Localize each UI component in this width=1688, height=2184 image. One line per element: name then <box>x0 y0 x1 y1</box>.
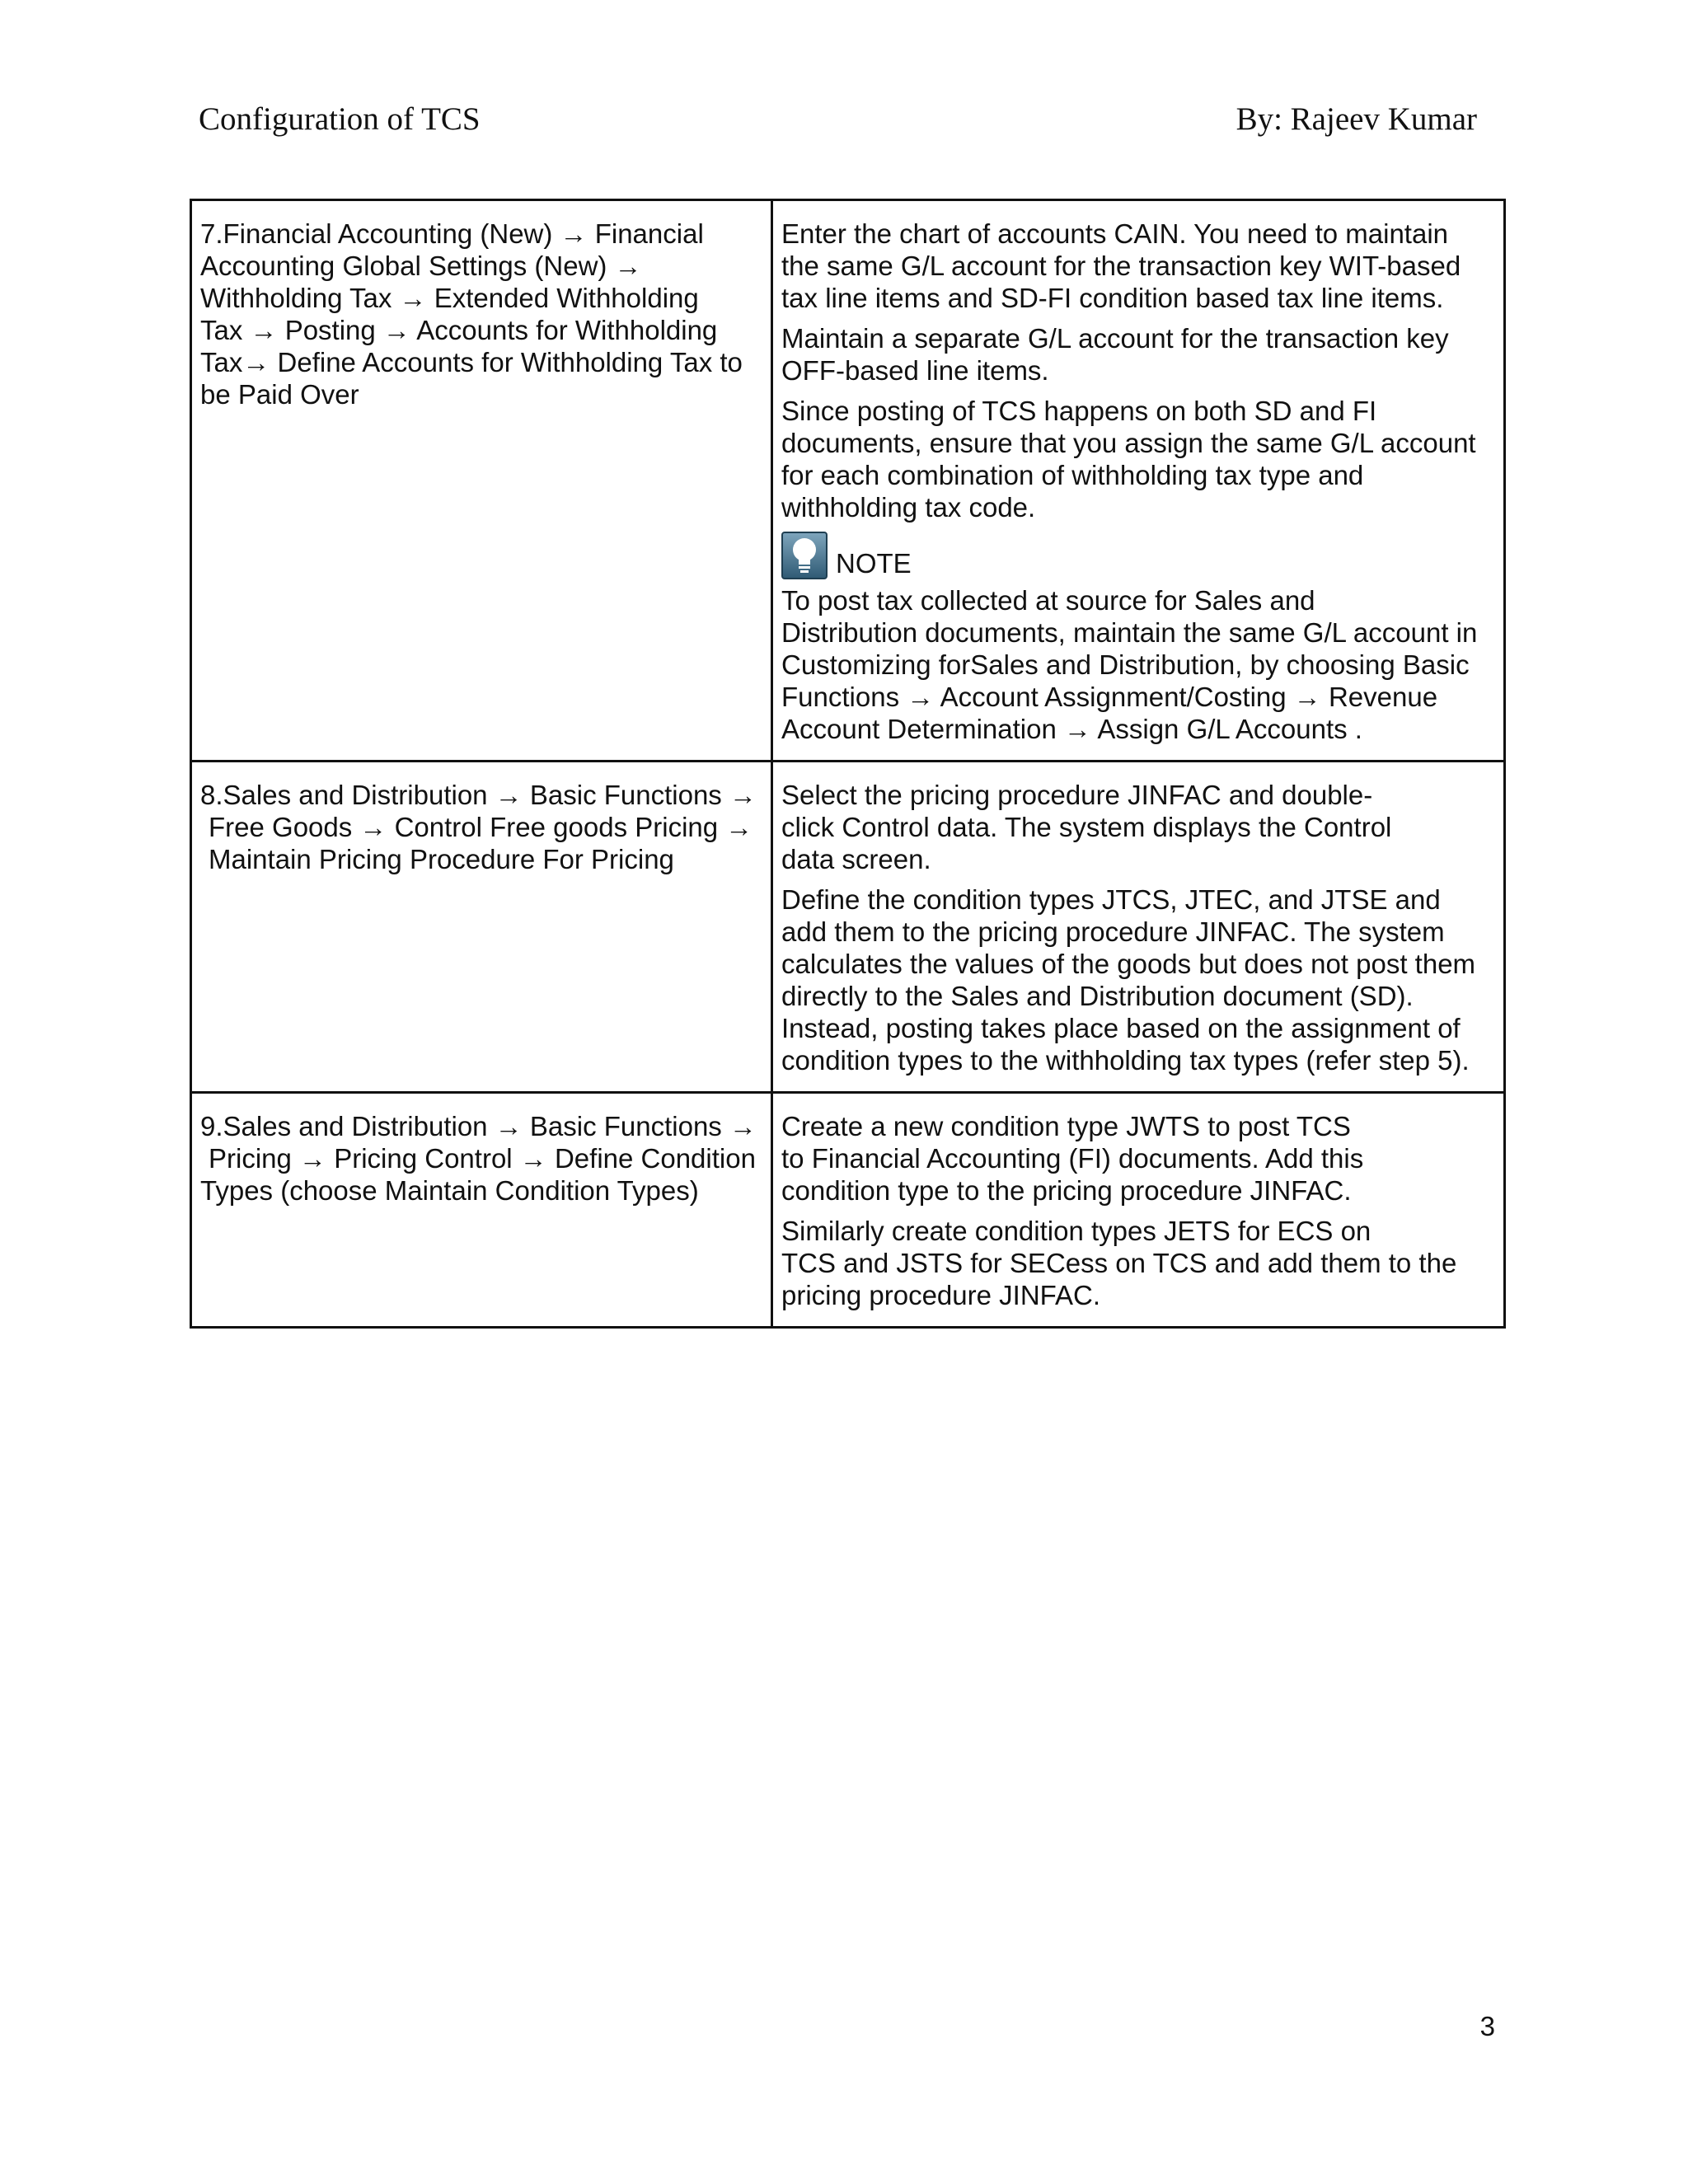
note-label: NOTE <box>836 548 912 579</box>
text-line: OFF-based line items. <box>781 355 1049 386</box>
note-text <box>781 584 1495 745</box>
text-line: Account Determination → Assign G/L Accounts . <box>781 714 1362 744</box>
text-line: Create a new condition type JWTS to post TCS <box>781 1111 1351 1141</box>
description-cell <box>772 200 1505 762</box>
text-line: Enter the chart of accounts CAIN. You need to maintain <box>781 218 1448 249</box>
page-number: 3 <box>1479 2011 1495 2041</box>
paragraph <box>781 395 1495 523</box>
text-line: documents, ensure that you assign the same G/L account <box>781 428 1476 458</box>
text-line: Functions → Account Assignment/Costing → Revenue <box>781 682 1438 712</box>
path-line: Accounting Global Settings (New) → <box>200 251 642 281</box>
text-line: for each combination of withholding tax type and <box>781 460 1364 490</box>
text-line: Define the condition types JTCS, JTEC, and JTSE and <box>781 884 1441 915</box>
path-line: Withholding Tax → Extended Withholding <box>200 283 699 313</box>
path-line: Free Goods → Control Free goods Pricing → <box>209 812 753 842</box>
path-line: Maintain Pricing Procedure For Pricing <box>209 844 674 874</box>
text-line: withholding tax code. <box>781 492 1036 523</box>
text-line: the same G/L account for the transaction key WIT-based <box>781 251 1461 281</box>
menu-path-cell <box>191 762 772 1093</box>
text-line: TCS and JSTS for SECess on TCS and add them to the <box>781 1248 1457 1278</box>
paragraph <box>781 1215 1495 1311</box>
text-line: To post tax collected at source for Sales and <box>781 585 1315 616</box>
menu-path-cell <box>191 1093 772 1328</box>
text-line: calculates the values of the goods but does not post them <box>781 949 1476 979</box>
path-line: Types (choose Maintain Condition Types) <box>200 1175 699 1206</box>
text-line: add them to the pricing procedure JINFAC. The system <box>781 916 1445 947</box>
path-line: Pricing → Pricing Control → Define Condition <box>209 1143 756 1174</box>
text-line: data screen. <box>781 844 931 874</box>
text-line: tax line items and SD-FI condition based tax line items. <box>781 283 1444 313</box>
paragraph <box>781 883 1495 1076</box>
text-line: condition type to the pricing procedure JINFAC. <box>781 1175 1352 1206</box>
text-line: directly to the Sales and Distribution document (SD). <box>781 981 1414 1011</box>
path-line: Tax→ Define Accounts for Withholding Tax to <box>200 347 743 377</box>
table-row <box>191 1093 1505 1328</box>
text-line: Instead, posting takes place based on the assignment of <box>781 1013 1461 1043</box>
page-header <box>199 97 1477 140</box>
description-cell <box>772 762 1505 1093</box>
configuration-steps-table <box>190 199 1506 1329</box>
path-line: 9.Sales and Distribution → Basic Functions → <box>200 1111 757 1141</box>
paragraph <box>781 1110 1495 1207</box>
paragraph <box>781 779 1495 875</box>
note-heading <box>781 532 1495 579</box>
path-line: Tax → Posting → Accounts for Withholding <box>200 315 718 345</box>
table-row <box>191 200 1505 762</box>
text-line: Select the pricing procedure JINFAC and double- <box>781 780 1373 810</box>
text-line: Customizing forSales and Distribution, by choosing Basic <box>781 649 1470 680</box>
lightbulb-icon <box>781 532 828 579</box>
menu-path-cell <box>191 200 772 762</box>
text-line: condition types to the withholding tax types (refer step 5). <box>781 1045 1470 1076</box>
paragraph <box>781 218 1495 314</box>
table-row <box>191 762 1505 1093</box>
path-line: be Paid Over <box>200 379 359 410</box>
description-cell <box>772 1093 1505 1328</box>
text-line: Distribution documents, maintain the same G/L account in <box>781 617 1478 648</box>
text-line: to Financial Accounting (FI) documents. Add this <box>781 1143 1364 1174</box>
text-line: Similarly create condition types JETS for ECS on <box>781 1216 1372 1246</box>
text-line: Maintain a separate G/L account for the transaction key <box>781 323 1449 354</box>
text-line: Since posting of TCS happens on both SD and FI <box>781 396 1377 426</box>
paragraph <box>781 322 1495 387</box>
path-line: 8.Sales and Distribution → Basic Functions → <box>200 780 757 810</box>
text-line: pricing procedure JINFAC. <box>781 1280 1100 1310</box>
document-title: Configuration of TCS <box>199 101 481 137</box>
document-author: By: Rajeev Kumar <box>1236 101 1477 137</box>
text-line: click Control data. The system displays the Control <box>781 812 1392 842</box>
path-line: 7.Financial Accounting (New) → Financial <box>200 218 704 249</box>
